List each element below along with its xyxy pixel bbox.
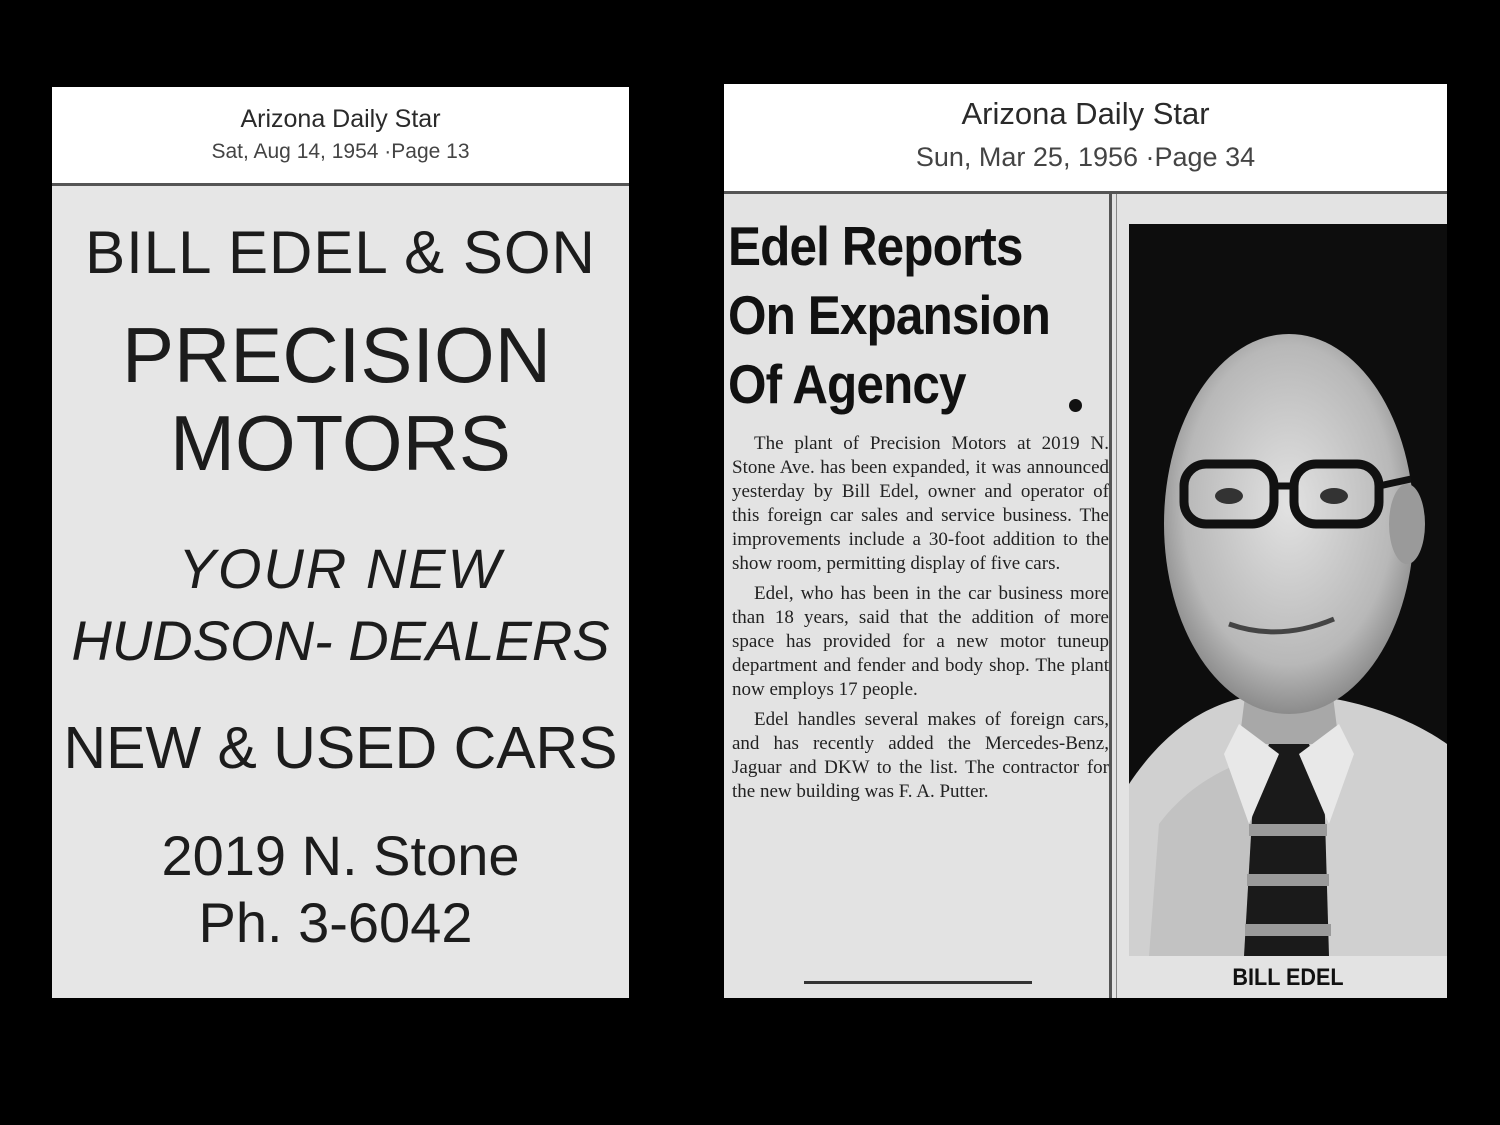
headline-line: On Expansion [728, 284, 1051, 346]
advertisement [52, 186, 629, 998]
column-rule [1109, 194, 1112, 998]
ad-line-your-new: YOUR NEW [178, 537, 503, 600]
clipping-header [724, 84, 1447, 194]
headline-line: Of Agency [728, 353, 966, 415]
clipping-header [52, 87, 629, 186]
bullet-dot [1069, 399, 1082, 412]
end-rule [804, 981, 1032, 984]
newspaper-name: Arizona Daily Star [961, 96, 1210, 131]
ad-line-precision: PRECISION [121, 311, 552, 399]
article-paragraph: Edel, who has been in the car business more than 18 years, said that the addition of more space has provided for a new motor tuneup department and fender and body shop. The plant now employs 17 people. [732, 583, 1109, 700]
column-rule [1116, 194, 1117, 998]
ad-line-phone: Ph. 3-6042 [198, 891, 473, 954]
ad-line-motors: MOTORS [170, 399, 511, 487]
clipping-1954 [52, 87, 629, 998]
photo-caption: BILL EDEL [1232, 964, 1344, 991]
ad-line-hudson-dealers: HUDSON- DEALERS [71, 609, 610, 672]
article-scan [724, 194, 1447, 998]
newspaper-name: Arizona Daily Star [240, 105, 441, 133]
article-headline [728, 212, 1061, 419]
ad-line-business: BILL EDEL & SON [85, 219, 596, 286]
article-paragraph: Edel handles several makes of foreign cars, and has recently added the Mercedes-Benz, Jaguar and DKW to the list. The contractor for the new building was F. A. Putter. [732, 709, 1109, 802]
portrait-illustration [1129, 224, 1447, 956]
ad-line-address: 2019 N. Stone [161, 824, 520, 887]
article-paragraph: The plant of Precision Motors at 2019 N. Stone Ave. has been expanded, it was announced yesterday by Bill Edel, owner and operator of this foreign car sales and service business. The improvements include a 30-foot addition to the show room, permitting display of five cars. [732, 433, 1109, 574]
headline-line: Edel Reports [728, 215, 1023, 277]
clipping-1956 [724, 84, 1447, 998]
article-body [732, 432, 1109, 810]
publication-date: Sat, Aug 14, 1954 ·Page 13 [211, 140, 470, 163]
publication-date: Sun, Mar 25, 1956 ·Page 34 [915, 142, 1256, 172]
portrait-photo [1129, 224, 1447, 956]
ad-line-new-used: NEW & USED CARS [63, 715, 618, 781]
